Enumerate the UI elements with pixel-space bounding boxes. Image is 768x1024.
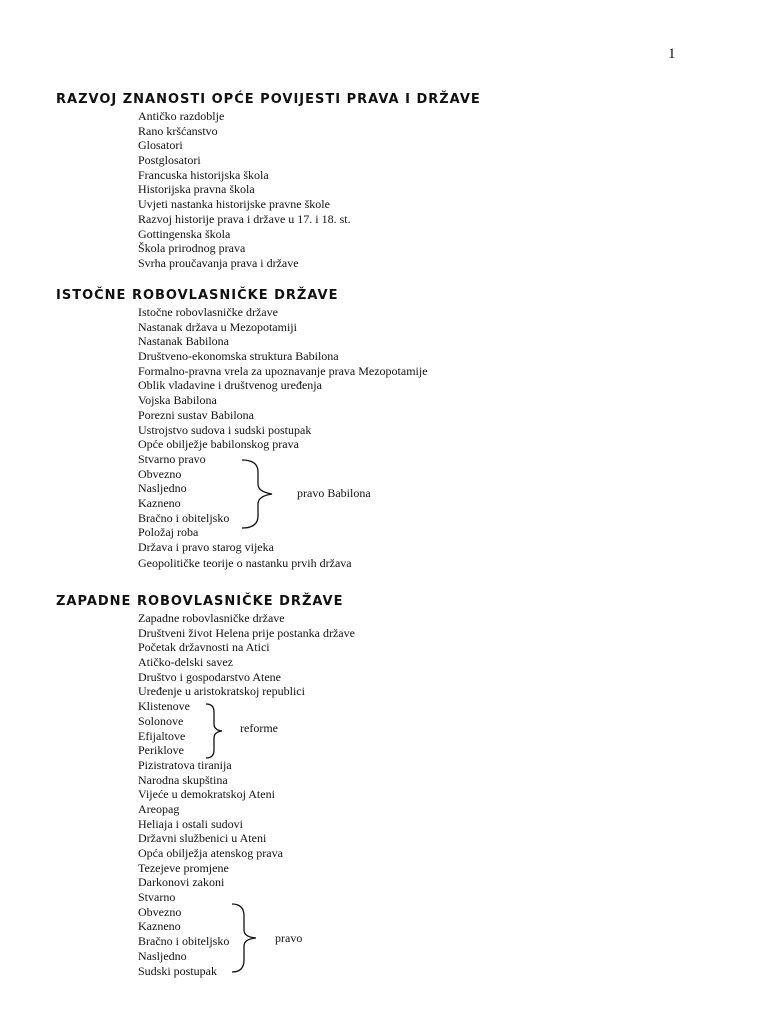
page-number: 1 xyxy=(668,46,676,62)
brace-label-reforme: reforme xyxy=(240,721,278,735)
section-title-istocne-drzave: ISTOČNE ROBOVLASNIČKE DRŽAVE xyxy=(56,288,339,303)
section-title-razvoj-znanosti: RAZVOJ ZNANOSTI OPĆE POVIJESTI PRAVA I DRŽAVE xyxy=(56,92,481,107)
brace-reforme xyxy=(204,702,226,760)
brace-label-pravo: pravo xyxy=(275,931,303,945)
brace-label-pravo-babilona: pravo Babilona xyxy=(297,486,371,500)
brace-pravo xyxy=(230,902,260,974)
brace-pravo-babilona xyxy=(238,458,278,530)
section-title-zapadne-drzave: ZAPADNE ROBOVLASNIČKE DRŽAVE xyxy=(56,594,344,609)
